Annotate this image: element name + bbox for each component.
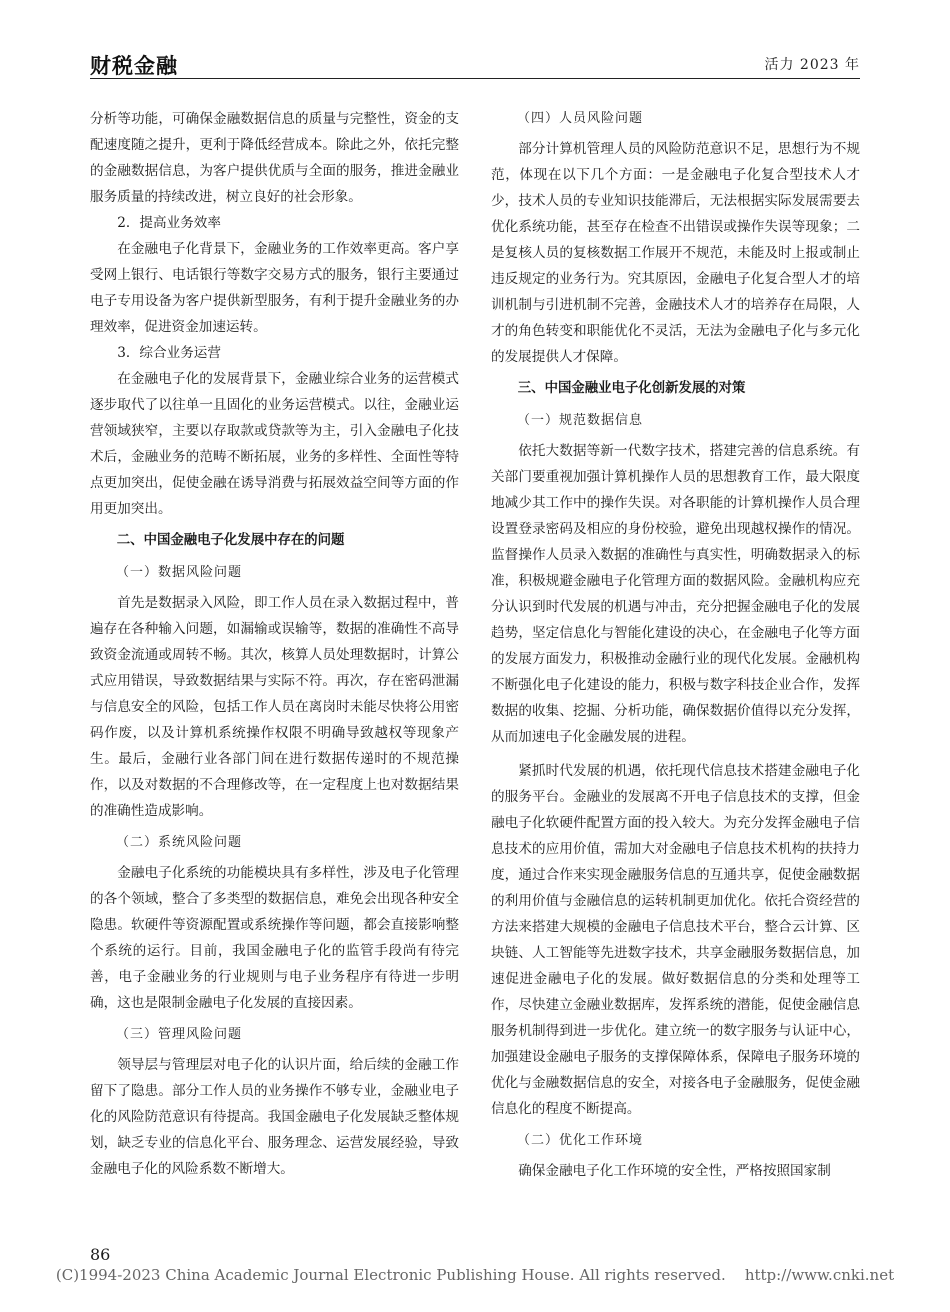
subsection-heading: 3．综合业务运营 xyxy=(117,345,221,361)
paragraph: 在金融电子化的发展背景下，金融业综合业务的运营模式逐步取代了以往单一且固化的业务运营模式。以往，金融业运营领域狭窄，主要以存取款或贷款等为主，引入金融电子化技术后，金融业务的范畴不断拓展，业务的多样性、全面性等特点更加突出，促使金融在诱导消费与拓展效益空间等方面的作用更加突出。 xyxy=(90,371,459,517)
paragraph: 依托大数据等新一代数字技术，搭建完善的信息系统。有关部门要重视加强计算机操作人员的思想教育工作，最大限度地减少其工作中的操作失误。对各职能的计算机操作人员合理设置登录密码及相应的身份校验，避免出现越权操作的情况。监督操作人员录入数据的准确性与真实性，明确数据录入的标准，积极规避金融电子化管理方面的数据风险。金融机构应充分认识到时代发展的机遇与冲击，充分把握金融电子化的发展趋势，坚定信息化与智能化建设的决心，在金融电子化等方面的发展方面发力，积极推动金融行业的现代化发展。金融机构不断强化电子化建设的能力，积极与数字科技企业合作，发挥数据的收集、挖掘、分析功能，确保数据价值得以充分发挥，从而加速电子化金融发展的进程。 xyxy=(491,443,860,745)
subsection-heading: （一）数据风险问题 xyxy=(116,565,243,580)
paragraph: 部分计算机管理人员的风险防范意识不足，思想行为不规范，体现在以下几个方面：一是金融电子化复合型技术人才少，技术人员的专业知识技能滞后，无法根据实际发展需要去优化系统功能，甚至存在检查不出错误或操作失误等现象；二是复核人员的复核数据工作展开不规范，未能及时上报或制止违反规定的业务行为。究其原因，金融电子化复合型人才的培训机制与引进机制不完善，金融技术人才的培养存在局限，人才的角色转变和职能优化不灵活，无法为金融电子化与多元化的发展提供人才保障。 xyxy=(491,141,860,365)
subsection-heading: （四）人员风险问题 xyxy=(517,111,644,126)
paragraph: 金融电子化系统的功能模块具有多样性，涉及电子化管理的各个领域，整合了多类型的数据信息，难免会出现各种安全隐患。软硬件等资源配置或系统操作等问题，都会直接影响整个系统的运行。目前，我国金融电子化的监管手段尚有待完善，电子金融业务的行业规则与电子业务程序有待进一步明确，这也是限制金融电子化发展的直接因素。 xyxy=(90,865,459,1011)
paragraph: 分析等功能，可确保金融数据信息的质量与完整性，资金的支配速度随之提升，更利于降低经营成本。除此之外，依托完整的金融数据信息，为客户提供优质与全面的服务，推进金融业服务质量的持续改进，树立良好的社会形象。 xyxy=(90,111,459,205)
copyright-notice: (C)1994-2023 China Academic Journal Electronic Publishing House. All rights reserved. http://www.cnki.net xyxy=(55,1266,895,1284)
left-column xyxy=(90,106,459,1182)
subsection-heading: （一）规范数据信息 xyxy=(517,413,644,428)
header-divider xyxy=(90,78,860,79)
subsection-heading: 2．提高业务效率 xyxy=(117,215,221,231)
journal-name: 活力 2023 年 xyxy=(764,57,860,73)
subsection-heading: （二）优化工作环境 xyxy=(517,1133,644,1148)
page-number: 86 xyxy=(90,1245,111,1264)
paragraph: 首先是数据录入风险，即工作人员在录入数据过程中，普遍存在各种输入问题，如漏输或误输等，数据的准确性不高导致资金流通或周转不畅。其次，核算人员处理数据时，计算公式应用错误，导致数据结果与实际不符。再次，存在密码泄漏与信息安全的风险，包括工作人员在离岗时未能尽快将公用密码作废，以及计算机系统操作权限不明确导致越权等现象产生。最后，金融行业各部门间在进行数据传递时的不规范操作，以及对数据的不合理修改等，在一定程度上也对数据结果的准确性造成影响。 xyxy=(90,595,459,819)
subsection-heading: （三）管理风险问题 xyxy=(116,1027,243,1042)
paragraph: 领导层与管理层对电子化的认识片面，给后续的金融工作留下了隐患。部分工作人员的业务操作不够专业，金融业电子化的风险防范意识有待提高。我国金融电子化发展缺乏整体规划，缺乏专业的信息化平台、服务理念、运营发展经验，导致金融电子化的风险系数不断增大。 xyxy=(90,1057,459,1177)
section-title: 财税金融 xyxy=(90,54,178,78)
paragraph: 在金融电子化背景下，金融业务的工作效率更高。客户享受网上银行、电话银行等数字交易方式的服务，银行主要通过电子专用设备为客户提供新型服务，有利于提升金融业务的办理效率，促进资金加速运转。 xyxy=(90,241,459,335)
section-heading: 二、中国金融电子化发展中存在的问题 xyxy=(116,533,345,548)
section-heading: 三、中国金融业电子化创新发展的对策 xyxy=(517,381,746,396)
subsection-heading: （二）系统风险问题 xyxy=(116,835,243,850)
right-column xyxy=(491,106,860,1184)
paragraph: 确保金融电子化工作环境的安全性，严格按照国家制 xyxy=(518,1163,831,1179)
paragraph: 紧抓时代发展的机遇，依托现代信息技术搭建金融电子化的服务平台。金融业的发展离不开电子信息技术的支撑，但金融电子化软硬件配置方面的投入较大。为充分发挥金融电子信息技术的应用价值，需加大对金融电子信息技术机构的扶持力度，通过合作来实现金融服务信息的互通共享，促使金融数据的利用价值与金融信息的运转机制更加优化。依托合资经营的方法来搭建大规模的金融电子信息技术平台，整合云计算、区块链、人工智能等先进数字技术，共享金融服务数据信息，加速促进金融电子化的发展。做好数据信息的分类和处理等工作，尽快建立金融业数据库，发挥系统的潜能，促使金融信息服务机制得到进一步优化。建立统一的数字服务与认证中心，加强建设金融电子服务的支撑保障体系，保障电子服务环境的优化与金融数据信息的安全，对接各电子金融服务，促使金融信息化的程度不断提高。 xyxy=(491,763,860,1117)
